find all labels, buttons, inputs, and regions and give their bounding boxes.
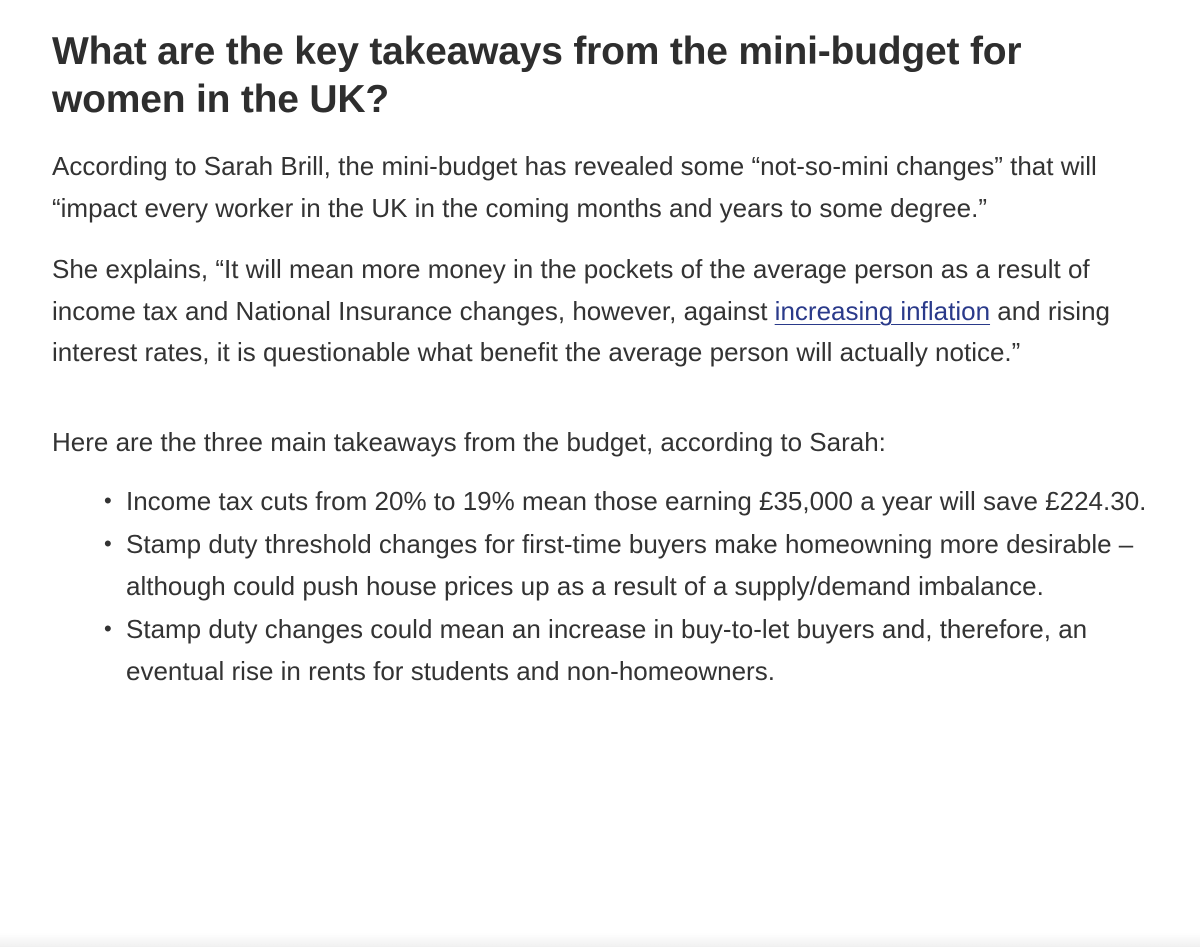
bottom-edge-shadow	[0, 933, 1200, 947]
paragraph-intro: According to Sarah Brill, the mini-budget has revealed some “not-so-mini changes” that will “impact every worker in the UK in the coming months and years to some degree.”	[52, 151, 1097, 223]
article-heading: What are the key takeaways from the mini-budget for women in the UK?	[52, 30, 1022, 121]
list-item	[104, 608, 1162, 693]
paragraph-quote-end: and rising interest rates, it is questionable what benefit the average person will actually notice.”	[52, 295, 1110, 367]
list-item-text: Stamp duty threshold changes for first-time buyers make homeowning more desirable – although could push house prices up as a result of a supply/demand imbalance.	[126, 528, 1134, 601]
increasing-inflation-link[interactable]: increasing inflation	[774, 295, 991, 326]
list-item	[104, 480, 1162, 523]
article-body	[52, 28, 1162, 693]
bullet-icon: •	[104, 615, 112, 641]
list-item-text: Income tax cuts from 20% to 19% mean those earning £35,000 a year will save £224.30.	[126, 486, 1147, 516]
paragraph-quote-start: She explains, “It will mean more money in the pockets of the average person as a result of income tax and National Insurance changes, however, against	[52, 254, 1090, 326]
takeaways-list	[52, 480, 1162, 693]
bullet-icon: •	[104, 488, 112, 513]
bullet-icon: •	[104, 530, 112, 556]
paragraph-quote	[52, 249, 1162, 374]
list-item	[104, 523, 1162, 608]
list-item-text: Stamp duty changes could mean an increase in buy-to-let buyers and, therefore, an eventual rise in rents for students and non-homeowners.	[126, 613, 1088, 686]
paragraph-takeaways-intro: Here are the three main takeaways from the budget, according to Sarah:	[52, 426, 886, 457]
